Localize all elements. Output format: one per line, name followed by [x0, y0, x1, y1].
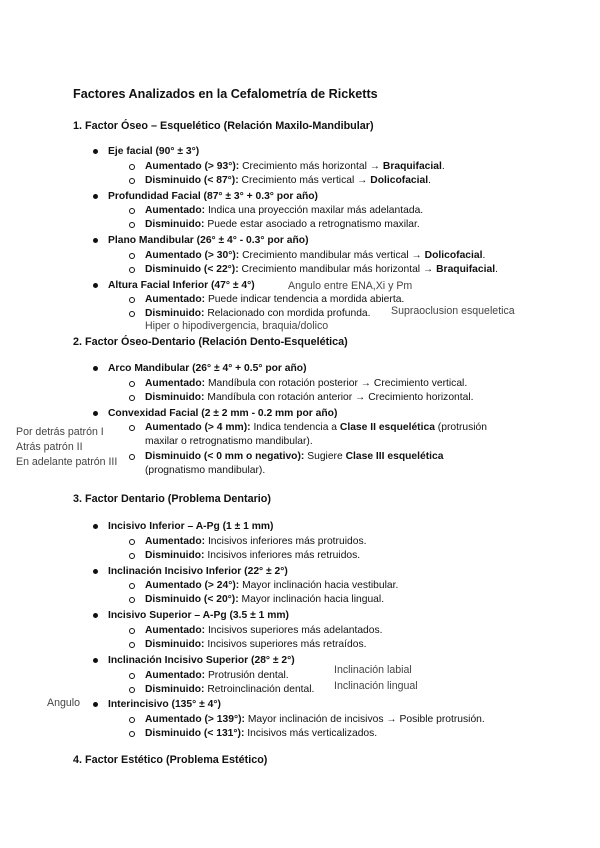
arco-disminuido: Disminuido: Mandíbula con rotación anterior → Crecimiento horizontal. — [145, 392, 474, 403]
section-3-heading: 3. Factor Dentario (Problema Dentario) — [73, 493, 271, 505]
altura-disminuido: Disminuido: Relacionado con mordida profunda. — [145, 308, 371, 319]
sub-bullet — [129, 253, 135, 259]
section-2-heading: 2. Factor Óseo-Dentario (Relación Dento-Esquelética) — [73, 336, 348, 348]
sub-bullet — [129, 553, 135, 559]
note-por-detras: Por detrás patrón I — [16, 426, 104, 438]
bullet — [93, 366, 98, 371]
bullet — [93, 238, 98, 243]
conv-aumentado-line2: maxilar o retrognatismo mandibular). — [145, 436, 313, 447]
sub-bullet — [129, 673, 135, 679]
inter-disminuido: Disminuido (< 131°): Incisivos más verticalizados. — [145, 728, 378, 739]
ili-aumentado: Aumentado (> 24°): Mayor inclinación hacia vestibular. — [145, 580, 399, 591]
section-4-heading: 4. Factor Estético (Problema Estético) — [73, 754, 268, 766]
ils-aumentado: Aumentado: Protrusión dental. — [145, 670, 289, 681]
sub-bullet — [129, 425, 135, 431]
note-atras: Atrás patrón II — [16, 441, 83, 453]
incisivo-inferior-heading: Incisivo Inferior – A-Pg (1 ± 1 mm) — [108, 521, 274, 532]
ii-disminuido: Disminuido: Incisivos inferiores más retruidos. — [145, 550, 361, 561]
bullet — [93, 524, 98, 529]
sub-bullet — [129, 267, 135, 273]
prof-disminuido: Disminuido: Puede estar asociado a retrognatismo maxilar. — [145, 219, 420, 230]
note-angulo-ena: Angulo entre ENA,Xi y Pm — [288, 280, 413, 292]
sub-bullet — [129, 539, 135, 545]
interincisivo-heading: Interincisivo (135° ± 4°) — [108, 699, 221, 710]
sub-bullet — [129, 717, 135, 723]
sub-bullet — [129, 208, 135, 214]
incisivo-superior-heading: Incisivo Superior – A-Pg (3.5 ± 1 mm) — [108, 610, 289, 621]
is-aumentado: Aumentado: Incisivos superiores más adelantados. — [145, 625, 383, 636]
is-disminuido: Disminuido: Incisivos superiores más retraídos. — [145, 639, 367, 650]
page-title: Factores Analizados en la Cefalometría de Ricketts — [73, 87, 378, 101]
eje-disminuido: Disminuido (< 87°): Crecimiento más vertical → Dolicofacial. — [145, 175, 431, 186]
bullet — [93, 149, 98, 154]
sub-bullet — [129, 164, 135, 170]
sub-bullet — [129, 731, 135, 737]
bullet — [93, 569, 98, 574]
arco-mandibular-heading: Arco Mandibular (26° ± 4° + 0.5° por año) — [108, 363, 307, 374]
conv-aumentado: Aumentado (> 4 mm): Indica tendencia a Clase II esquelética (protrusión — [145, 422, 488, 433]
eje-aumentado: Aumentado (> 93°): Crecimiento más horizontal → Braquifacial. — [145, 161, 445, 172]
bullet — [93, 283, 98, 288]
bullet — [93, 411, 98, 416]
conv-disminuido: Disminuido (< 0 mm o negativo): Sugiere Clase III esquelética — [145, 451, 444, 462]
sub-bullet — [129, 395, 135, 401]
bullet — [93, 613, 98, 618]
eje-facial-heading: Eje facial (90° ± 3°) — [108, 146, 200, 157]
sub-bullet — [129, 297, 135, 303]
bullet — [93, 702, 98, 707]
bullet — [93, 658, 98, 663]
note-inclinacion-lingual: Inclinación lingual — [334, 680, 418, 692]
sub-bullet — [129, 597, 135, 603]
sub-bullet — [129, 222, 135, 228]
arco-aumentado: Aumentado: Mandíbula con rotación posterior → Crecimiento vertical. — [145, 378, 468, 389]
sub-bullet — [129, 178, 135, 184]
sub-bullet — [129, 628, 135, 634]
convexidad-facial-heading: Convexidad Facial (2 ± 2 mm - 0.2 mm por año) — [108, 408, 338, 419]
plano-aumentado: Aumentado (> 30°): Crecimiento mandibular más vertical → Dolicofacial. — [145, 250, 486, 261]
plano-mandibular-heading: Plano Mandibular (26° ± 4° - 0.3° por año) — [108, 235, 309, 246]
note-hiper-hipo: Hiper o hipodivergencia, braquia/dolico — [145, 320, 329, 332]
altura-aumentado: Aumentado: Puede indicar tendencia a mordida abierta. — [145, 294, 405, 305]
profundidad-facial-heading: Profundidad Facial (87° ± 3° + 0.3° por año) — [108, 191, 318, 202]
sub-bullet — [129, 687, 135, 693]
note-supraoclusion: Supraoclusion esqueletica — [391, 305, 515, 317]
inter-aumentado: Aumentado (> 139°): Mayor inclinación de incisivos → Posible protrusión. — [145, 714, 485, 725]
conv-disminuido-line2: (prognatismo mandibular). — [145, 465, 266, 476]
note-inclinacion-labial: Inclinación labial — [334, 664, 412, 676]
inclinacion-inferior-heading: Inclinación Incisivo Inferior (22° ± 2°) — [108, 566, 288, 577]
sub-bullet — [129, 454, 135, 460]
inclinacion-superior-heading: Inclinación Incisivo Superior (28° ± 2°) — [108, 655, 295, 666]
bullet — [93, 194, 98, 199]
ii-aumentado: Aumentado: Incisivos inferiores más protruidos. — [145, 536, 367, 547]
prof-aumentado: Aumentado: Indica una proyección maxilar más adelantada. — [145, 205, 424, 216]
altura-facial-heading: Altura Facial Inferior (47° ± 4°) — [108, 280, 255, 291]
section-1-heading: 1. Factor Óseo – Esquelético (Relación Maxilo-Mandibular) — [73, 120, 374, 132]
note-angulo: Angulo — [47, 697, 80, 709]
sub-bullet — [129, 642, 135, 648]
sub-bullet — [129, 311, 135, 317]
plano-disminuido: Disminuido (< 22°): Crecimiento mandibular más horizontal → Braquifacial. — [145, 264, 498, 275]
note-adelante: En adelante patrón III — [16, 456, 118, 468]
sub-bullet — [129, 583, 135, 589]
sub-bullet — [129, 381, 135, 387]
ils-disminuido: Disminuido: Retroinclinación dental. — [145, 684, 315, 695]
ili-disminuido: Disminuido (< 20°): Mayor inclinación hacia lingual. — [145, 594, 385, 605]
